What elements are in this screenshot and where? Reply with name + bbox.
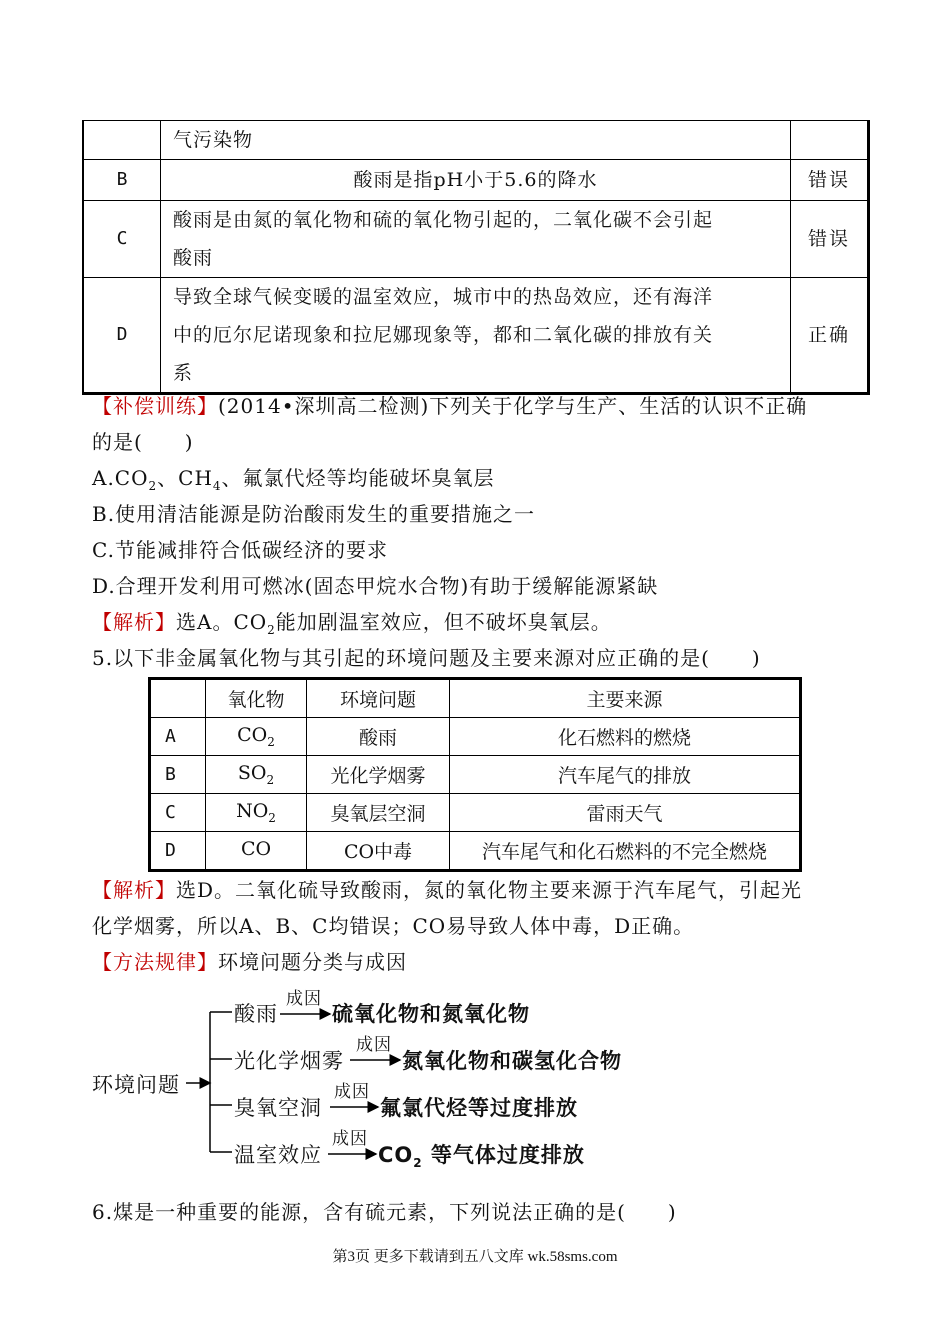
option-cell: B [83, 160, 161, 201]
source-cell: 汽车尾气和化石燃料的不完全燃烧 [450, 832, 801, 871]
diagram-arrow-label: 成因 [332, 1129, 368, 1149]
question5-analysis-line1: 【解析】选D。二氧化硫导致酸雨，氮的氧化物主要来源于汽车尾气，引起光 [92, 878, 803, 902]
row-label: A [150, 718, 206, 756]
diagram-cause: 氮氧化物和碳氢化合物 [402, 1049, 622, 1073]
explanation-line: 导致全球气候变暖的温室效应，城市中的热岛效应，还有海洋 [173, 286, 714, 308]
diagram-arrow-label: 成因 [334, 1082, 370, 1102]
oxide-cell: $SO_2$ [206, 756, 307, 794]
diagram-cause: $CO_2$ 等气体过度排放 [378, 1143, 585, 1171]
diagram-arrow-label: 成因 [286, 989, 322, 1009]
row-label: D [150, 832, 206, 871]
table-header: 主要来源 [450, 679, 801, 718]
row-label: C [150, 794, 206, 832]
problem-cell: CO中毒 [307, 832, 450, 871]
source-cell: 雷雨天气 [450, 794, 801, 832]
explanation-cell: 酸雨是指pH小于5.6的降水 [161, 160, 791, 201]
supplement-stem-line2: 的是( ) [92, 430, 194, 454]
supplement-analysis: 【解析】选A。$CO_2$能加剧温室效应，但不破坏臭氧层。 [92, 610, 612, 637]
explanation-line: 系 [173, 362, 194, 384]
analysis-tag: 【解析】 [92, 878, 176, 902]
oxide-cell: $NO_2$ [206, 794, 307, 832]
problem-cell: 酸雨 [307, 718, 450, 756]
oxide-cell: CO [206, 832, 307, 871]
explanation-line: 酸雨是由氮的氧化物和硫的氧化物引起的，二氧化碳不会引起 [173, 209, 714, 231]
supplement-option-d: D.合理开发利用可燃冰(固态甲烷水合物)有助于缓解能源紧缺 [92, 574, 659, 598]
diagram-problem: 酸雨 [234, 1002, 278, 1026]
method-title: 环境问题分类与成因 [218, 950, 407, 974]
explanation-line: 酸雨 [173, 247, 214, 269]
result-cell: 错误 [791, 160, 869, 201]
question5-stem: 5.以下非金属氧化物与其引起的环境问题及主要来源对应正确的是( ) [92, 646, 761, 670]
question6-stem: 6.煤是一种重要的能源，含有硫元素，下列说法正确的是( ) [92, 1200, 677, 1224]
option-cell: C [83, 201, 161, 278]
row-label: B [150, 756, 206, 794]
diagram-problem: 臭氧空洞 [234, 1096, 322, 1120]
source-cell: 汽车尾气的排放 [450, 756, 801, 794]
table-header: 环境问题 [307, 679, 450, 718]
supplement-option-c: C.节能减排符合低碳经济的要求 [92, 538, 388, 562]
supplement-tag: 【补偿训练】 [92, 394, 218, 418]
oxide-cell: $CO_2$ [206, 718, 307, 756]
option-cell: D [83, 278, 161, 394]
problem-cell: 光化学烟雾 [307, 756, 450, 794]
diagram-arrow-label: 成因 [356, 1035, 392, 1055]
source-cell: 化石燃料的燃烧 [450, 718, 801, 756]
analysis-tag: 【解析】 [92, 610, 176, 634]
question5-analysis-line2: 化学烟雾，所以A、B、C均错误；CO易导致人体中毒，D正确。 [92, 914, 695, 938]
page-footer: 第3页 更多下载请到五八文库 wk.58sms.com [332, 1249, 618, 1265]
diagram-cause: 氟氯代烃等过度排放 [380, 1096, 578, 1120]
diagram-cause: 硫氧化物和氮氧化物 [332, 1002, 530, 1026]
diagram-root: 环境问题 [92, 1073, 180, 1097]
diagram-problem: 温室效应 [234, 1143, 322, 1167]
explanation-cell: 气污染物 [161, 121, 791, 160]
method-tag: 【方法规律】 [92, 950, 218, 974]
explanation-line: 中的厄尔尼诺现象和拉尼娜现象等，都和二氧化碳的排放有关 [173, 324, 714, 346]
table-header: 氧化物 [206, 679, 307, 718]
result-cell: 正确 [791, 278, 869, 394]
problem-cell: 臭氧层空洞 [307, 794, 450, 832]
diagram-problem: 光化学烟雾 [234, 1049, 344, 1073]
supplement-option-b: B.使用清洁能源是防治酸雨发生的重要措施之一 [92, 502, 536, 526]
supplement-option-a: $A.CO_2$、$CH_4$、氟氯代烃等均能破坏臭氧层 [92, 466, 495, 493]
supplement-stem: (2014•深圳高二检测)下列关于化学与生产、生活的认识不正确 [218, 394, 808, 418]
result-cell: 错误 [791, 201, 869, 278]
